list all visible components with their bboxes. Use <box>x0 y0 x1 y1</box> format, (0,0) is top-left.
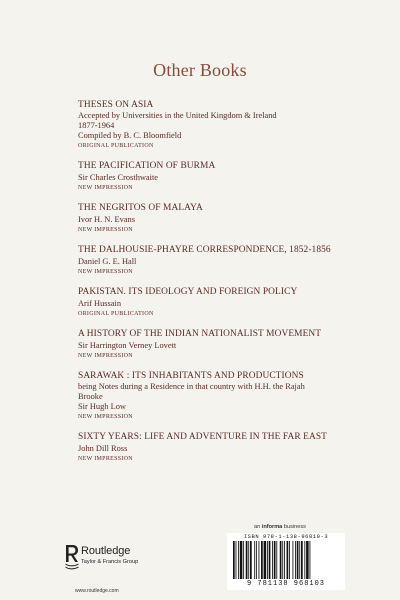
book-entry <box>78 287 378 318</box>
book-title: SARAWAK : ITS INHABITANTS AND PRODUCTIONS <box>78 371 304 382</box>
book-author: Sir Charles Crosthwaite <box>78 173 159 183</box>
barcode-bar <box>284 541 285 579</box>
book-subtitle: Brooke <box>78 391 103 401</box>
book-subtitle: 1877-1964 <box>78 120 115 130</box>
barcode-bars <box>232 541 340 579</box>
barcode-bar <box>238 541 239 579</box>
book-author: Daniel G. E. Hall <box>78 257 137 267</box>
barcode-bar <box>306 541 309 579</box>
book-status: NEW IMPRESSION <box>78 414 133 421</box>
book-list <box>78 100 378 474</box>
book-author: John Dill Ross <box>78 444 128 454</box>
book-author: Arif Hussain <box>78 299 122 309</box>
book-author: Compiled by B. C. Bloomfield <box>78 131 182 141</box>
barcode-bar <box>261 541 263 579</box>
book-entry <box>78 329 378 360</box>
book-status: NEW IMPRESSION <box>78 227 133 234</box>
book-title: SIXTY YEARS: LIFE AND ADVENTURE IN THE FAR EAST <box>78 432 327 443</box>
routledge-r-icon <box>65 544 79 570</box>
barcode-bar <box>274 541 276 579</box>
barcode-bar <box>276 541 277 579</box>
informa-business-label <box>254 524 306 530</box>
barcode-bar <box>233 541 235 579</box>
book-author: Sir Hugh Low <box>78 402 126 412</box>
book-status: ORIGINAL PUBLICATION <box>78 311 154 318</box>
book-title: PAKISTAN. ITS IDEOLOGY AND FOREIGN POLICY <box>78 287 298 298</box>
barcode-bar <box>310 541 311 579</box>
barcode-bar <box>293 541 294 579</box>
barcode-bar <box>240 541 243 579</box>
page-title: Other Books <box>153 60 247 80</box>
book-status: NEW IMPRESSION <box>78 269 133 276</box>
barcode-bar <box>243 541 244 579</box>
barcode-bar <box>267 541 268 579</box>
book-status: NEW IMPRESSION <box>78 353 133 360</box>
barcode-bar <box>254 541 255 579</box>
informa-word: informa <box>261 524 283 530</box>
barcode-bar <box>264 541 267 579</box>
barcode-bar <box>236 541 237 579</box>
routledge-logo <box>65 544 175 584</box>
barcode <box>227 533 345 590</box>
book-title: THE NEGRITOS OF MALAYA <box>78 203 203 214</box>
book-subtitle: being Notes during a Residence in that country with H.H. the Rajah <box>78 382 305 392</box>
barcode-bar <box>287 541 289 579</box>
book-entry <box>78 371 378 421</box>
informa-prefix: an <box>254 524 262 530</box>
barcode-bar <box>280 541 282 579</box>
barcode-bar <box>289 541 290 579</box>
isbn-label: ISBN 978-1-138-96810-3 <box>243 534 329 540</box>
book-entry <box>78 245 378 276</box>
barcode-bar <box>282 541 283 579</box>
barcode-bar <box>295 541 296 579</box>
publisher-name: Routledge <box>81 545 131 557</box>
barcode-bar <box>272 541 273 579</box>
book-author: Ivor H. N. Evans <box>78 215 135 225</box>
barcode-bar <box>299 541 300 579</box>
book-title: THE PACIFICATION OF BURMA <box>78 161 216 172</box>
barcode-bar <box>250 541 252 579</box>
barcode-bar <box>246 541 248 579</box>
book-status: NEW IMPRESSION <box>78 185 133 192</box>
barcode-bar <box>259 541 260 579</box>
informa-suffix: business <box>282 524 306 530</box>
barcode-bar <box>269 541 271 579</box>
publisher-website: www.routledge.com <box>75 588 119 594</box>
book-subtitle: Accepted by Universities in the United Kingdom & Ireland <box>78 111 277 120</box>
book-entry <box>78 100 378 150</box>
barcode-bar <box>297 541 299 579</box>
book-entry <box>78 432 378 463</box>
barcode-bar <box>248 541 249 579</box>
book-title: THE DALHOUSIE-PHAYRE CORRESPONDENCE, 1852-1856 <box>78 245 331 256</box>
ean-digits: 9 781138 968103 <box>246 580 325 588</box>
barcode-bar <box>304 541 305 579</box>
book-title: A HISTORY OF THE INDIAN NATIONALIST MOVEMENT <box>78 329 322 340</box>
barcode-bar <box>301 541 303 579</box>
book-title: THESES ON ASIA <box>78 100 154 110</box>
book-entry <box>78 203 378 234</box>
book-entry <box>78 161 378 192</box>
barcode-bar <box>256 541 257 579</box>
publisher-group: Taylor & Francis Group <box>81 559 139 565</box>
book-status: ORIGINAL PUBLICATION <box>78 143 154 150</box>
book-status: NEW IMPRESSION <box>78 456 133 463</box>
book-author: Sir Harrington Verney Lovett <box>78 341 177 351</box>
